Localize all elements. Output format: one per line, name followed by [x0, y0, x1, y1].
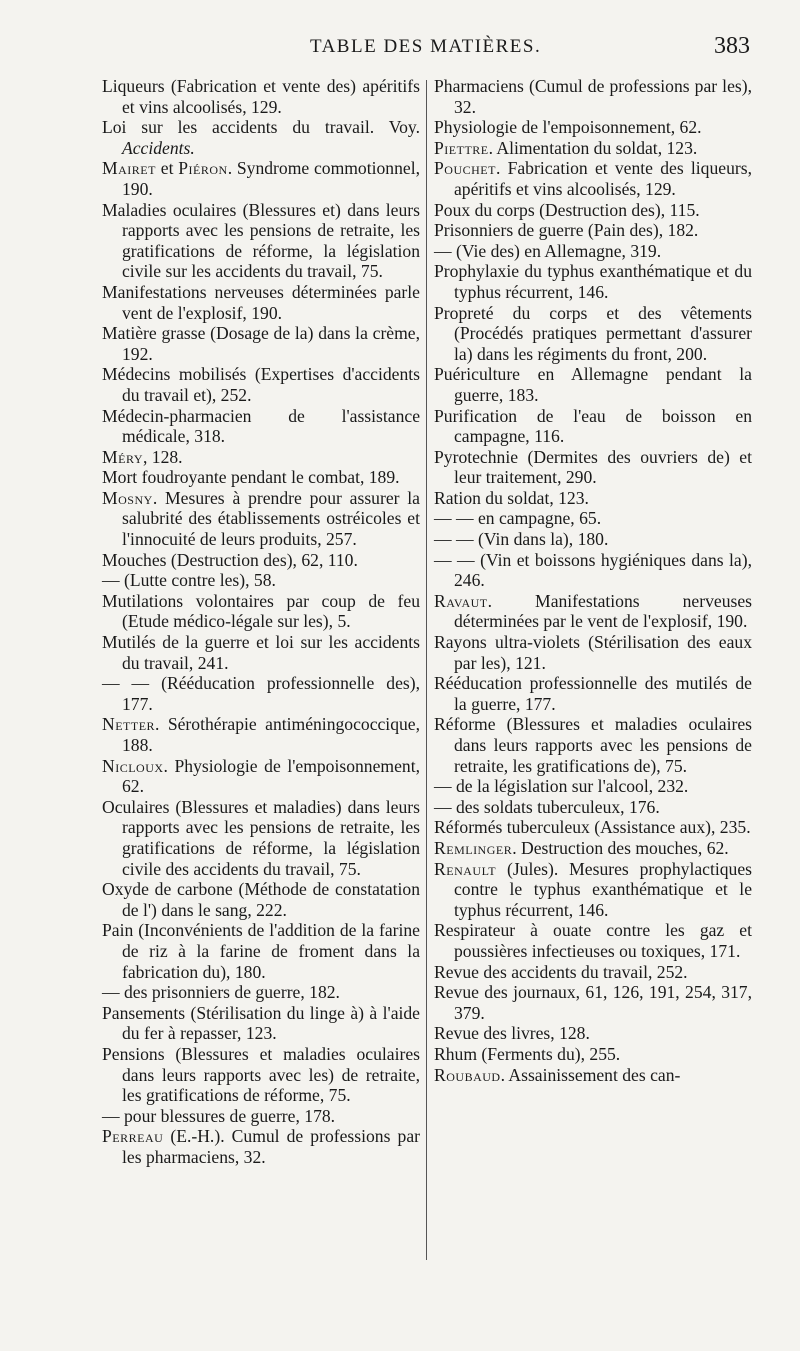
entry-text: Revue des journaux, 61, 126, 191, 254, 317, 379. [434, 982, 752, 1023]
right-column [434, 76, 752, 1085]
author-name: Piéron [178, 158, 228, 179]
entry-text: Propreté du corps et des vêtements (Procédés pratiques permettant d'assurer la) dans les régiments du front, 200. [434, 302, 752, 364]
index-entry [434, 797, 752, 818]
entry-text: Prisonniers de guerre (Pain des), 182. [434, 220, 699, 241]
index-entry [102, 879, 420, 920]
entry-text: — (Vie des) en Allemagne, 319. [434, 240, 662, 261]
entry-text: . Fabrication et vente des liqueurs, apéritifs et vins alcoolisés, 129. [454, 158, 752, 199]
entry-text: Pyrotechnie (Dermites des ouvriers de) et leur traitement, 290. [434, 446, 752, 488]
index-entry [102, 756, 420, 797]
index-entry [102, 1126, 420, 1167]
index-entry [102, 714, 420, 755]
entry-text: Médecin-pharmacien de l'assistance médicale, 318. [102, 405, 420, 447]
index-entry [434, 859, 752, 921]
index-entry [434, 220, 752, 241]
entry-text: Pain (Inconvénients de l'addition de la farine de riz à la farine de froment dans la fabrication du), 180. [102, 920, 420, 982]
index-entry [434, 838, 752, 859]
index-entry [434, 261, 752, 302]
index-entry [102, 550, 420, 571]
index-entry [102, 920, 420, 982]
entry-text: — des prisonniers de guerre, 182. [102, 982, 340, 1003]
index-entry [434, 529, 752, 550]
entry-text: Maladies oculaires (Blessures et) dans leurs rapports avec les pensions de retraite, les gratifications de réforme, la législation civile sur les accidents du travail, 75. [102, 199, 420, 282]
author-name: Nicloux [102, 755, 164, 776]
entry-text: Rhum (Ferments du), 255. [434, 1043, 621, 1064]
entry-text: Oculaires (Blessures et maladies) dans leurs rapports avec les pensions de retraite, les gratifications de réforme, la législation civile des accidents du travail, 75. [102, 796, 420, 879]
entry-text: . Manifestations nerveuses déterminées par le vent de l'explosif, 190. [454, 590, 752, 632]
index-entry [102, 364, 420, 405]
page-number: 383 [714, 33, 750, 59]
index-entry [102, 591, 420, 632]
entry-text: — pour blessures de guerre, 178. [102, 1105, 336, 1126]
index-entry [434, 303, 752, 365]
entry-text: Mouches (Destruction des), 62, 110. [102, 549, 358, 570]
index-entry [102, 467, 420, 488]
entry-text: Mort foudroyante pendant le combat, 189. [102, 467, 400, 488]
entry-text: Médecins mobilisés (Expertises d'accidents du travail et), 252. [102, 364, 420, 405]
index-entry [434, 1044, 752, 1065]
index-entry [434, 200, 752, 221]
entry-text: Revue des livres, 128. [434, 1023, 590, 1044]
cross-reference: Accidents. [122, 137, 195, 158]
entry-text: Oxyde de carbone (Méthode de constatation de l') dans le sang, 222. [102, 879, 420, 920]
running-title: TABLE DES MATIÈRES. [310, 36, 542, 57]
index-entry [434, 158, 752, 199]
index-entry [434, 962, 752, 983]
entry-text: Respirateur à ouate contre les gaz et poussières infectieuses ou toxiques, 171. [434, 920, 752, 961]
entry-text: (E.-H.). Cumul de professions par les pharmaciens, 32. [122, 1126, 420, 1167]
entry-text: , 128. [142, 446, 183, 467]
entry-text: . Sérothérapie antiméningococcique, 188. [122, 714, 420, 755]
entry-text: . Assainissement des can- [500, 1064, 681, 1085]
index-entry [434, 488, 752, 509]
entry-text: — de la législation sur l'alcool, 232. [434, 776, 689, 797]
index-entry [102, 406, 420, 447]
entry-text: Poux du corps (Destruction des), 115. [434, 199, 700, 220]
entry-text: Mutilés de la guerre et loi sur les accidents du travail, 241. [102, 632, 420, 673]
entry-text: Pharmaciens (Cumul de professions par les), 32. [434, 76, 752, 117]
entry-text: — — (Vin et boissons hygiéniques dans la), 246. [434, 549, 752, 591]
entry-text: Rayons ultra-violets (Stérilisation des eaux par les), 121. [434, 632, 752, 673]
column-divider [426, 80, 427, 1260]
index-entry [102, 76, 420, 117]
left-column [102, 76, 420, 1167]
index-entry [434, 673, 752, 714]
index-entry [434, 138, 752, 159]
index-entry [102, 570, 420, 591]
index-entry [102, 282, 420, 323]
index-entry [434, 817, 752, 838]
author-name: Renault [434, 858, 497, 879]
index-entry [434, 364, 752, 405]
author-name: Remlinger [434, 837, 513, 858]
entry-text: et [155, 158, 179, 179]
index-entry [102, 117, 420, 158]
index-entry [102, 1106, 420, 1127]
index-entry [434, 508, 752, 529]
entry-text: Pansements (Stérilisation du linge à) à l'aide du fer à repasser, 123. [102, 1002, 420, 1044]
entry-text: . Syndrome commotionnel, 190. [122, 158, 420, 199]
index-entry [434, 632, 752, 673]
index-entry [434, 714, 752, 776]
entry-text: Réformés tuberculeux (Assistance aux), 235. [434, 817, 751, 838]
author-name: Mairet [102, 158, 156, 179]
index-entry [102, 797, 420, 879]
entry-text: Mutilations volontaires par coup de feu (Etude médico-légale sur les), 5. [102, 590, 420, 632]
index-entry [102, 673, 420, 714]
author-name: Mosny [102, 487, 153, 508]
index-entry [434, 982, 752, 1023]
entry-text: — — (Rééducation professionnelle des), 177. [102, 673, 420, 714]
index-entry [102, 158, 420, 199]
index-entry [434, 406, 752, 447]
author-name: Roubaud [434, 1064, 501, 1085]
author-name: Perreau [102, 1126, 164, 1147]
entry-text: Pensions (Blessures et maladies oculaires dans leurs rapports avec les) de retraite, les gratifications de réforme, 75. [102, 1043, 420, 1106]
index-entry [434, 1023, 752, 1044]
index-entry [102, 982, 420, 1003]
index-entry [102, 1044, 420, 1106]
entry-text: Liqueurs (Fabrication et vente des) apéritifs et vins alcoolisés, 129. [102, 76, 420, 117]
index-entry [434, 241, 752, 262]
index-entry [434, 1065, 752, 1086]
entry-text: Matière grasse (Dosage de la) dans la crème, 192. [102, 323, 420, 364]
entry-text: Loi sur les accidents du travail. Voy. [102, 117, 420, 138]
author-name: Méry [102, 446, 143, 467]
author-name: Netter [102, 714, 156, 735]
entry-text: Rééducation professionnelle des mutilés de la guerre, 177. [434, 673, 752, 714]
index-entry [434, 76, 752, 117]
index-entry [434, 776, 752, 797]
author-name: Piettre [434, 137, 489, 158]
entry-text: Prophylaxie du typhus exanthématique et du typhus récurrent, 146. [434, 261, 752, 302]
author-name: Ravaut [434, 590, 488, 611]
entry-text: . Alimentation du soldat, 123. [488, 137, 698, 158]
entry-text: Revue des accidents du travail, 252. [434, 961, 688, 982]
entry-text: Réforme (Blessures et maladies oculaires dans leurs rapports avec les pensions de retraite, les gratifications de), 75. [434, 714, 752, 776]
index-entry [102, 632, 420, 673]
index-entry [102, 1003, 420, 1044]
entry-text: — des soldats tuberculeux, 176. [434, 796, 660, 817]
index-entry [102, 447, 420, 468]
page-header [100, 33, 750, 66]
index-entry [434, 447, 752, 488]
index-entry [102, 488, 420, 550]
index-entry [102, 323, 420, 364]
entry-text: . Mesures à prendre pour assurer la salubrité des établissements ostréicoles et l'innocuité de leurs produits, 257. [122, 487, 420, 550]
entry-text: Puériculture en Allemagne pendant la guerre, 183. [434, 364, 752, 405]
entry-text: . Physiologie de l'empoisonnement, 62. [122, 755, 420, 797]
index-entry [434, 550, 752, 591]
index-entry [434, 920, 752, 961]
entry-text: Ration du soldat, 123. [434, 487, 589, 508]
entry-text: — (Lutte contre les), 58. [102, 570, 276, 591]
entry-text: . Destruction des mouches, 62. [512, 837, 729, 858]
index-entry [434, 117, 752, 138]
entry-text: (Jules). Mesures prophylactiques contre le typhus exanthématique et le typhus récurrent, 146. [454, 858, 752, 920]
index-entry [102, 200, 420, 282]
author-name: Pouchet [434, 158, 496, 179]
entry-text: — — en campagne, 65. [434, 508, 602, 529]
entry-text: — — (Vin dans la), 180. [434, 529, 609, 550]
entry-text: Purification de l'eau de boisson en campagne, 116. [434, 405, 752, 447]
entry-text: Manifestations nerveuses déterminées parle vent de l'explosif, 190. [102, 281, 420, 323]
index-entry [434, 591, 752, 632]
entry-text: Physiologie de l'empoisonnement, 62. [434, 117, 702, 138]
